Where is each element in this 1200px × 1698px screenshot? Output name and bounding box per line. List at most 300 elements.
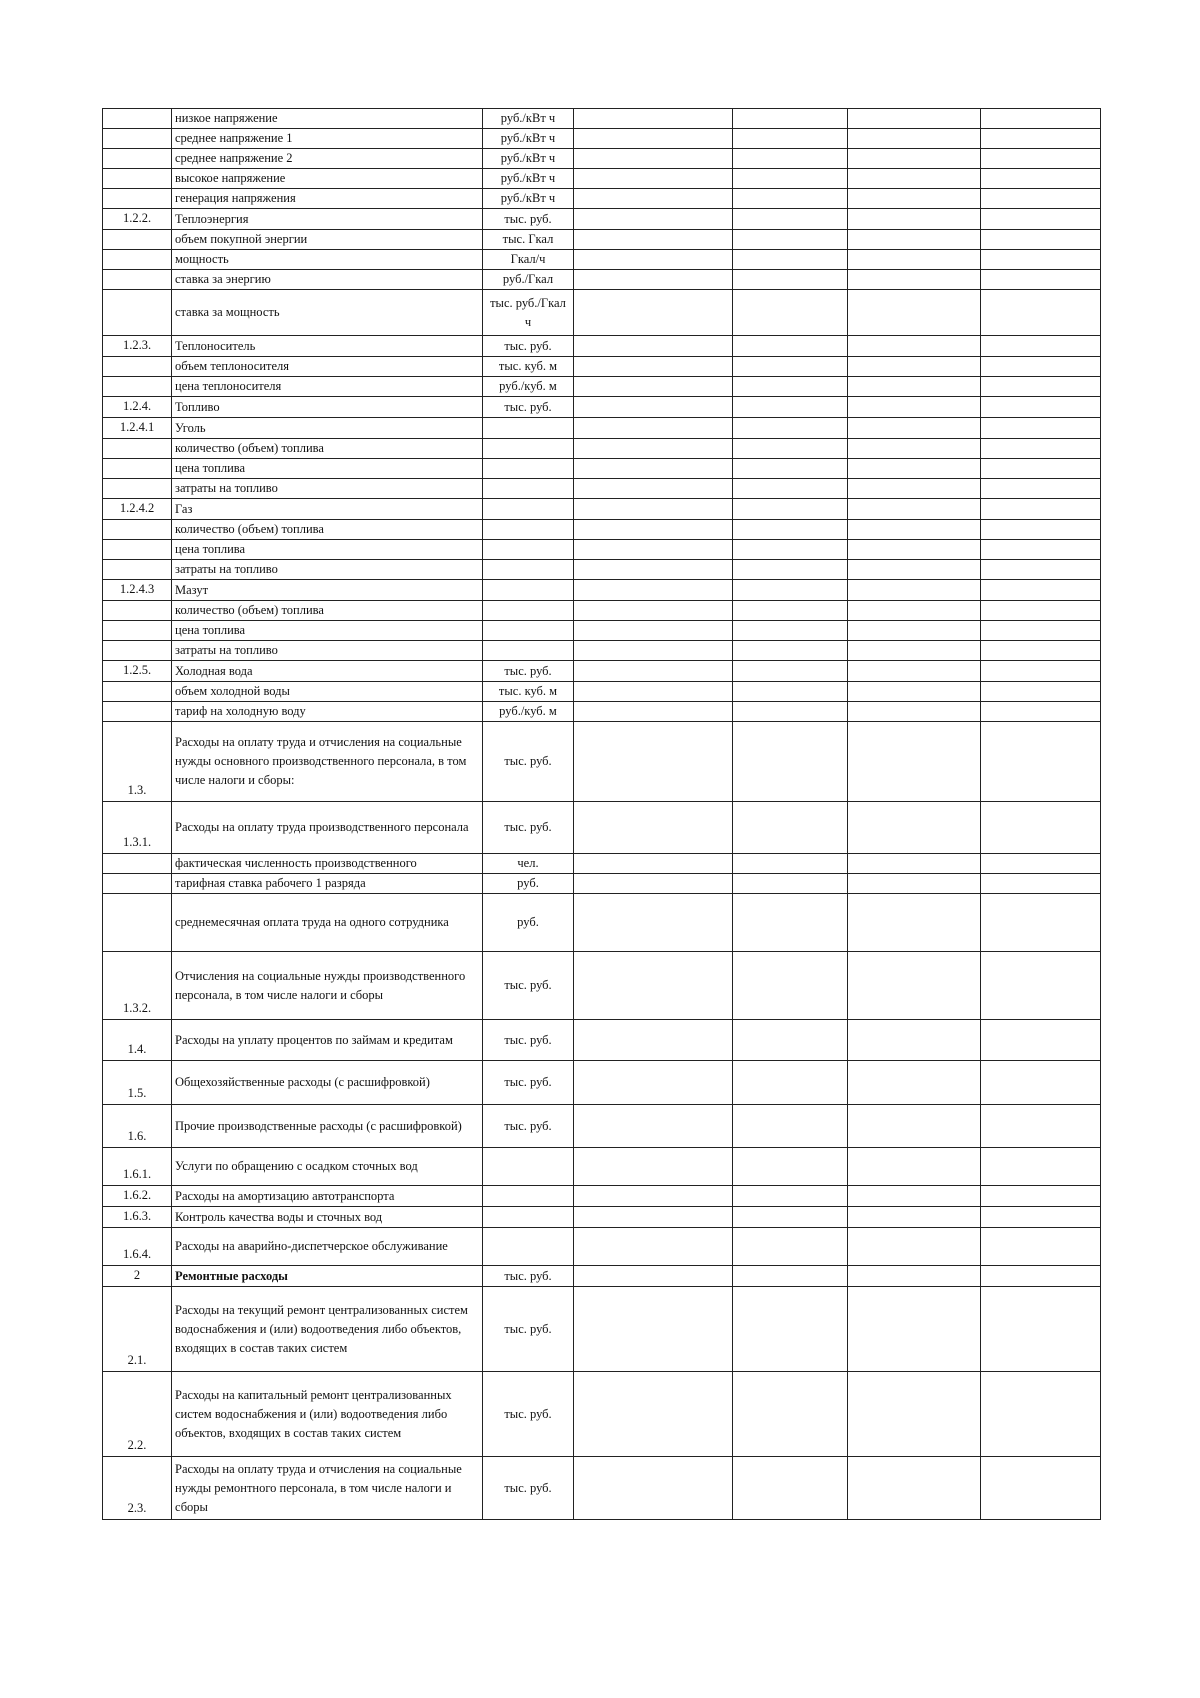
row-name: ставка за энергию	[172, 270, 483, 290]
value-cell[interactable]	[574, 1287, 733, 1372]
value-cell[interactable]	[733, 336, 848, 357]
value-cell[interactable]	[848, 109, 981, 129]
row-number: 1.2.2.	[103, 209, 172, 230]
value-cell[interactable]	[574, 621, 733, 641]
value-cell[interactable]	[574, 250, 733, 270]
value-cell[interactable]	[733, 129, 848, 149]
row-unit: тыс. куб. м	[483, 682, 574, 702]
value-cell[interactable]	[574, 702, 733, 722]
value-cell[interactable]	[733, 952, 848, 1020]
value-cell[interactable]	[733, 854, 848, 874]
value-cell[interactable]	[733, 1287, 848, 1372]
value-cell[interactable]	[848, 1105, 981, 1148]
value-cell[interactable]	[574, 520, 733, 540]
value-cell[interactable]	[981, 682, 1101, 702]
value-cell[interactable]	[733, 520, 848, 540]
value-cell[interactable]	[981, 459, 1101, 479]
value-cell[interactable]	[848, 418, 981, 439]
value-cell[interactable]	[733, 1266, 848, 1287]
row-unit: руб./кВт ч	[483, 169, 574, 189]
value-cell[interactable]	[733, 418, 848, 439]
value-cell[interactable]	[981, 250, 1101, 270]
row-unit: тыс. руб.	[483, 1287, 574, 1372]
value-cell[interactable]	[848, 802, 981, 854]
row-unit	[483, 520, 574, 540]
value-cell[interactable]	[981, 418, 1101, 439]
value-cell[interactable]	[733, 149, 848, 169]
value-cell[interactable]	[733, 230, 848, 250]
value-cell[interactable]	[733, 1372, 848, 1457]
value-cell[interactable]	[733, 621, 848, 641]
value-cell[interactable]	[981, 169, 1101, 189]
value-cell[interactable]	[981, 290, 1101, 336]
value-cell[interactable]	[981, 540, 1101, 560]
value-cell[interactable]	[733, 802, 848, 854]
table-row	[103, 109, 1101, 129]
value-cell[interactable]	[848, 702, 981, 722]
row-number	[103, 520, 172, 540]
value-cell[interactable]	[733, 1105, 848, 1148]
value-cell[interactable]	[733, 1186, 848, 1207]
value-cell[interactable]	[574, 357, 733, 377]
row-number: 1.3.	[103, 722, 172, 802]
value-cell[interactable]	[981, 1287, 1101, 1372]
value-cell[interactable]	[848, 580, 981, 601]
value-cell[interactable]	[848, 854, 981, 874]
row-number	[103, 149, 172, 169]
value-cell[interactable]	[733, 479, 848, 499]
row-name: цена топлива	[172, 540, 483, 560]
value-cell[interactable]	[848, 560, 981, 580]
value-cell[interactable]	[733, 189, 848, 209]
value-cell[interactable]	[848, 1287, 981, 1372]
value-cell[interactable]	[848, 336, 981, 357]
row-name: ставка за мощность	[172, 290, 483, 336]
value-cell[interactable]	[574, 1228, 733, 1266]
value-cell[interactable]	[733, 540, 848, 560]
table-row	[103, 1266, 1101, 1287]
value-cell[interactable]	[574, 169, 733, 189]
value-cell[interactable]	[733, 459, 848, 479]
row-unit	[483, 580, 574, 601]
value-cell[interactable]	[574, 854, 733, 874]
table-row	[103, 439, 1101, 459]
value-cell[interactable]	[981, 1186, 1101, 1207]
value-cell[interactable]	[981, 209, 1101, 230]
table-row	[103, 149, 1101, 169]
value-cell[interactable]	[848, 1207, 981, 1228]
row-number: 1.2.4.	[103, 397, 172, 418]
value-cell[interactable]	[733, 702, 848, 722]
value-cell[interactable]	[848, 520, 981, 540]
row-number	[103, 874, 172, 894]
row-number	[103, 377, 172, 397]
value-cell[interactable]	[848, 209, 981, 230]
value-cell[interactable]	[733, 641, 848, 661]
value-cell[interactable]	[981, 1266, 1101, 1287]
row-number: 2.1.	[103, 1287, 172, 1372]
table-row	[103, 377, 1101, 397]
value-cell[interactable]	[981, 149, 1101, 169]
row-name: Уголь	[172, 418, 483, 439]
row-unit: тыс. руб.	[483, 209, 574, 230]
value-cell[interactable]	[733, 357, 848, 377]
row-number	[103, 439, 172, 459]
value-cell[interactable]	[574, 874, 733, 894]
value-cell[interactable]	[733, 109, 848, 129]
value-cell[interactable]	[848, 459, 981, 479]
value-cell[interactable]	[848, 189, 981, 209]
row-unit	[483, 1186, 574, 1207]
value-cell[interactable]	[574, 397, 733, 418]
value-cell[interactable]	[574, 479, 733, 499]
value-cell[interactable]	[574, 377, 733, 397]
value-cell[interactable]	[981, 722, 1101, 802]
row-name: Отчисления на социальные нужды производственного персонала, в том числе налоги и сборы	[172, 952, 483, 1020]
row-number	[103, 357, 172, 377]
value-cell[interactable]	[981, 661, 1101, 682]
value-cell[interactable]	[981, 499, 1101, 520]
value-cell[interactable]	[848, 1148, 981, 1186]
value-cell[interactable]	[848, 499, 981, 520]
value-cell[interactable]	[981, 129, 1101, 149]
value-cell[interactable]	[733, 601, 848, 621]
row-name: количество (объем) топлива	[172, 601, 483, 621]
value-cell[interactable]	[733, 397, 848, 418]
value-cell[interactable]	[848, 601, 981, 621]
row-unit: руб./кВт ч	[483, 189, 574, 209]
row-number: 1.4.	[103, 1020, 172, 1061]
value-cell[interactable]	[574, 1148, 733, 1186]
row-unit	[483, 601, 574, 621]
row-name: Расходы на оплату труда производственного персонала	[172, 802, 483, 854]
value-cell[interactable]	[574, 189, 733, 209]
value-cell[interactable]	[733, 209, 848, 230]
table-row	[103, 1228, 1101, 1266]
value-cell[interactable]	[981, 1207, 1101, 1228]
table-row	[103, 499, 1101, 520]
value-cell[interactable]	[981, 189, 1101, 209]
row-name: высокое напряжение	[172, 169, 483, 189]
value-cell[interactable]	[733, 1020, 848, 1061]
row-number	[103, 641, 172, 661]
row-number: 1.2.4.2	[103, 499, 172, 520]
value-cell[interactable]	[733, 682, 848, 702]
value-cell[interactable]	[733, 1207, 848, 1228]
value-cell[interactable]	[733, 580, 848, 601]
table-row	[103, 397, 1101, 418]
row-unit: тыс. руб.	[483, 661, 574, 682]
row-number: 1.3.1.	[103, 802, 172, 854]
value-cell[interactable]	[574, 336, 733, 357]
value-cell[interactable]	[848, 894, 981, 952]
value-cell[interactable]	[574, 1105, 733, 1148]
row-name: Теплоноситель	[172, 336, 483, 357]
row-unit	[483, 418, 574, 439]
row-name: объем холодной воды	[172, 682, 483, 702]
value-cell[interactable]	[574, 560, 733, 580]
value-cell[interactable]	[981, 439, 1101, 459]
value-cell[interactable]	[733, 377, 848, 397]
table-row	[103, 1287, 1101, 1372]
value-cell[interactable]	[848, 397, 981, 418]
value-cell[interactable]	[574, 109, 733, 129]
row-number	[103, 290, 172, 336]
value-cell[interactable]	[574, 1457, 733, 1520]
value-cell[interactable]	[981, 874, 1101, 894]
value-cell[interactable]	[574, 230, 733, 250]
value-cell[interactable]	[981, 230, 1101, 250]
table-row	[103, 459, 1101, 479]
value-cell[interactable]	[848, 1228, 981, 1266]
value-cell[interactable]	[574, 601, 733, 621]
row-name: Теплоэнергия	[172, 209, 483, 230]
value-cell[interactable]	[574, 722, 733, 802]
row-number: 2.3.	[103, 1457, 172, 1520]
value-cell[interactable]	[574, 418, 733, 439]
table-row	[103, 1105, 1101, 1148]
value-cell[interactable]	[981, 520, 1101, 540]
value-cell[interactable]	[848, 1020, 981, 1061]
value-cell[interactable]	[848, 1186, 981, 1207]
table-row	[103, 641, 1101, 661]
value-cell[interactable]	[574, 129, 733, 149]
table-row	[103, 1457, 1101, 1520]
value-cell[interactable]	[574, 540, 733, 560]
value-cell[interactable]	[981, 580, 1101, 601]
row-name: Мазут	[172, 580, 483, 601]
row-name: среднее напряжение 2	[172, 149, 483, 169]
value-cell[interactable]	[981, 601, 1101, 621]
table-row	[103, 874, 1101, 894]
table-row	[103, 1186, 1101, 1207]
value-cell[interactable]	[848, 1457, 981, 1520]
row-unit	[483, 1148, 574, 1186]
value-cell[interactable]	[733, 894, 848, 952]
value-cell[interactable]	[574, 209, 733, 230]
value-cell[interactable]	[981, 854, 1101, 874]
value-cell[interactable]	[733, 560, 848, 580]
value-cell[interactable]	[574, 802, 733, 854]
value-cell[interactable]	[574, 270, 733, 290]
value-cell[interactable]	[981, 1148, 1101, 1186]
row-name: Топливо	[172, 397, 483, 418]
row-number: 1.5.	[103, 1061, 172, 1105]
row-unit	[483, 459, 574, 479]
value-cell[interactable]	[574, 459, 733, 479]
row-unit	[483, 621, 574, 641]
value-cell[interactable]	[848, 129, 981, 149]
row-name: Холодная вода	[172, 661, 483, 682]
value-cell[interactable]	[981, 641, 1101, 661]
row-number: 1.6.4.	[103, 1228, 172, 1266]
row-number: 1.6.1.	[103, 1148, 172, 1186]
table-row	[103, 270, 1101, 290]
value-cell[interactable]	[848, 621, 981, 641]
table-row	[103, 189, 1101, 209]
row-name: низкое напряжение	[172, 109, 483, 129]
row-number: 1.6.	[103, 1105, 172, 1148]
value-cell[interactable]	[848, 479, 981, 499]
row-unit: тыс. руб.	[483, 1061, 574, 1105]
table-row	[103, 1207, 1101, 1228]
row-number: 2.2.	[103, 1372, 172, 1457]
row-name: Контроль качества воды и сточных вод	[172, 1207, 483, 1228]
value-cell[interactable]	[848, 874, 981, 894]
row-unit: тыс. куб. м	[483, 357, 574, 377]
table-row	[103, 250, 1101, 270]
value-cell[interactable]	[733, 169, 848, 189]
row-number	[103, 479, 172, 499]
value-cell[interactable]	[848, 540, 981, 560]
row-name: Расходы на капитальный ремонт централизованных систем водоснабжения и (или) водоотведения либо объектов, входящих в состав таких систем	[172, 1372, 483, 1457]
value-cell[interactable]	[848, 250, 981, 270]
value-cell[interactable]	[981, 479, 1101, 499]
value-cell[interactable]	[848, 641, 981, 661]
value-cell[interactable]	[981, 1105, 1101, 1148]
row-name: Расходы на уплату процентов по займам и кредитам	[172, 1020, 483, 1061]
value-cell[interactable]	[848, 357, 981, 377]
value-cell[interactable]	[574, 580, 733, 601]
row-name: фактическая численность производственного	[172, 854, 483, 874]
row-unit: чел.	[483, 854, 574, 874]
value-cell[interactable]	[574, 952, 733, 1020]
value-cell[interactable]	[574, 1061, 733, 1105]
row-number	[103, 109, 172, 129]
row-unit: тыс. руб.	[483, 1457, 574, 1520]
value-cell[interactable]	[981, 802, 1101, 854]
value-cell[interactable]	[981, 1061, 1101, 1105]
value-cell[interactable]	[981, 702, 1101, 722]
row-unit: тыс. руб.	[483, 952, 574, 1020]
table-row	[103, 702, 1101, 722]
row-unit: тыс. руб.	[483, 336, 574, 357]
row-number	[103, 129, 172, 149]
table-row	[103, 357, 1101, 377]
value-cell[interactable]	[733, 1457, 848, 1520]
value-cell[interactable]	[981, 1457, 1101, 1520]
value-cell[interactable]	[981, 1020, 1101, 1061]
row-unit: руб./кВт ч	[483, 109, 574, 129]
value-cell[interactable]	[574, 149, 733, 169]
row-unit: тыс. руб./Гкал ч	[483, 290, 574, 336]
table-row	[103, 580, 1101, 601]
value-cell[interactable]	[574, 1186, 733, 1207]
table-row	[103, 1020, 1101, 1061]
value-cell[interactable]	[848, 661, 981, 682]
value-cell[interactable]	[848, 722, 981, 802]
row-unit: тыс. Гкал	[483, 230, 574, 250]
row-name: количество (объем) топлива	[172, 520, 483, 540]
value-cell[interactable]	[848, 270, 981, 290]
row-name: Прочие производственные расходы (с расшифровкой)	[172, 1105, 483, 1148]
row-number: 1.2.4.3	[103, 580, 172, 601]
value-cell[interactable]	[848, 377, 981, 397]
value-cell[interactable]	[981, 1228, 1101, 1266]
value-cell[interactable]	[981, 336, 1101, 357]
value-cell[interactable]	[733, 661, 848, 682]
value-cell[interactable]	[981, 270, 1101, 290]
value-cell[interactable]	[981, 560, 1101, 580]
value-cell[interactable]	[981, 109, 1101, 129]
row-number	[103, 894, 172, 952]
row-name: затраты на топливо	[172, 641, 483, 661]
value-cell[interactable]	[733, 290, 848, 336]
value-cell[interactable]	[848, 682, 981, 702]
row-number: 2	[103, 1266, 172, 1287]
value-cell[interactable]	[574, 1020, 733, 1061]
row-unit: руб./кВт ч	[483, 129, 574, 149]
value-cell[interactable]	[574, 661, 733, 682]
value-cell[interactable]	[981, 621, 1101, 641]
value-cell[interactable]	[574, 499, 733, 520]
table-row	[103, 169, 1101, 189]
table-row	[103, 802, 1101, 854]
value-cell[interactable]	[848, 149, 981, 169]
value-cell[interactable]	[981, 894, 1101, 952]
table-row	[103, 209, 1101, 230]
value-cell[interactable]	[733, 874, 848, 894]
value-cell[interactable]	[848, 169, 981, 189]
table-row	[103, 601, 1101, 621]
value-cell[interactable]	[848, 290, 981, 336]
value-cell[interactable]	[733, 1148, 848, 1186]
row-name: затраты на топливо	[172, 479, 483, 499]
value-cell[interactable]	[981, 1372, 1101, 1457]
row-number	[103, 601, 172, 621]
value-cell[interactable]	[733, 499, 848, 520]
value-cell[interactable]	[733, 270, 848, 290]
value-cell[interactable]	[574, 1266, 733, 1287]
value-cell[interactable]	[733, 1228, 848, 1266]
row-unit: руб.	[483, 894, 574, 952]
value-cell[interactable]	[574, 641, 733, 661]
row-name: цена топлива	[172, 621, 483, 641]
value-cell[interactable]	[981, 377, 1101, 397]
row-number: 1.3.2.	[103, 952, 172, 1020]
value-cell[interactable]	[574, 290, 733, 336]
value-cell[interactable]	[981, 397, 1101, 418]
table-row	[103, 540, 1101, 560]
row-unit: руб./куб. м	[483, 377, 574, 397]
value-cell[interactable]	[733, 250, 848, 270]
value-cell[interactable]	[981, 357, 1101, 377]
table-row	[103, 418, 1101, 439]
value-cell[interactable]	[848, 230, 981, 250]
value-cell[interactable]	[848, 439, 981, 459]
row-number: 1.6.2.	[103, 1186, 172, 1207]
table-row	[103, 682, 1101, 702]
value-cell[interactable]	[848, 1266, 981, 1287]
value-cell[interactable]	[574, 682, 733, 702]
value-cell[interactable]	[733, 439, 848, 459]
value-cell[interactable]	[733, 722, 848, 802]
value-cell[interactable]	[981, 952, 1101, 1020]
value-cell[interactable]	[574, 1207, 733, 1228]
table-row	[103, 661, 1101, 682]
value-cell[interactable]	[574, 439, 733, 459]
table-row	[103, 1061, 1101, 1105]
row-name: количество (объем) топлива	[172, 439, 483, 459]
row-unit	[483, 540, 574, 560]
value-cell[interactable]	[848, 1061, 981, 1105]
value-cell[interactable]	[574, 894, 733, 952]
value-cell[interactable]	[848, 952, 981, 1020]
value-cell[interactable]	[574, 1372, 733, 1457]
value-cell[interactable]	[733, 1061, 848, 1105]
value-cell[interactable]	[848, 1372, 981, 1457]
row-number	[103, 189, 172, 209]
